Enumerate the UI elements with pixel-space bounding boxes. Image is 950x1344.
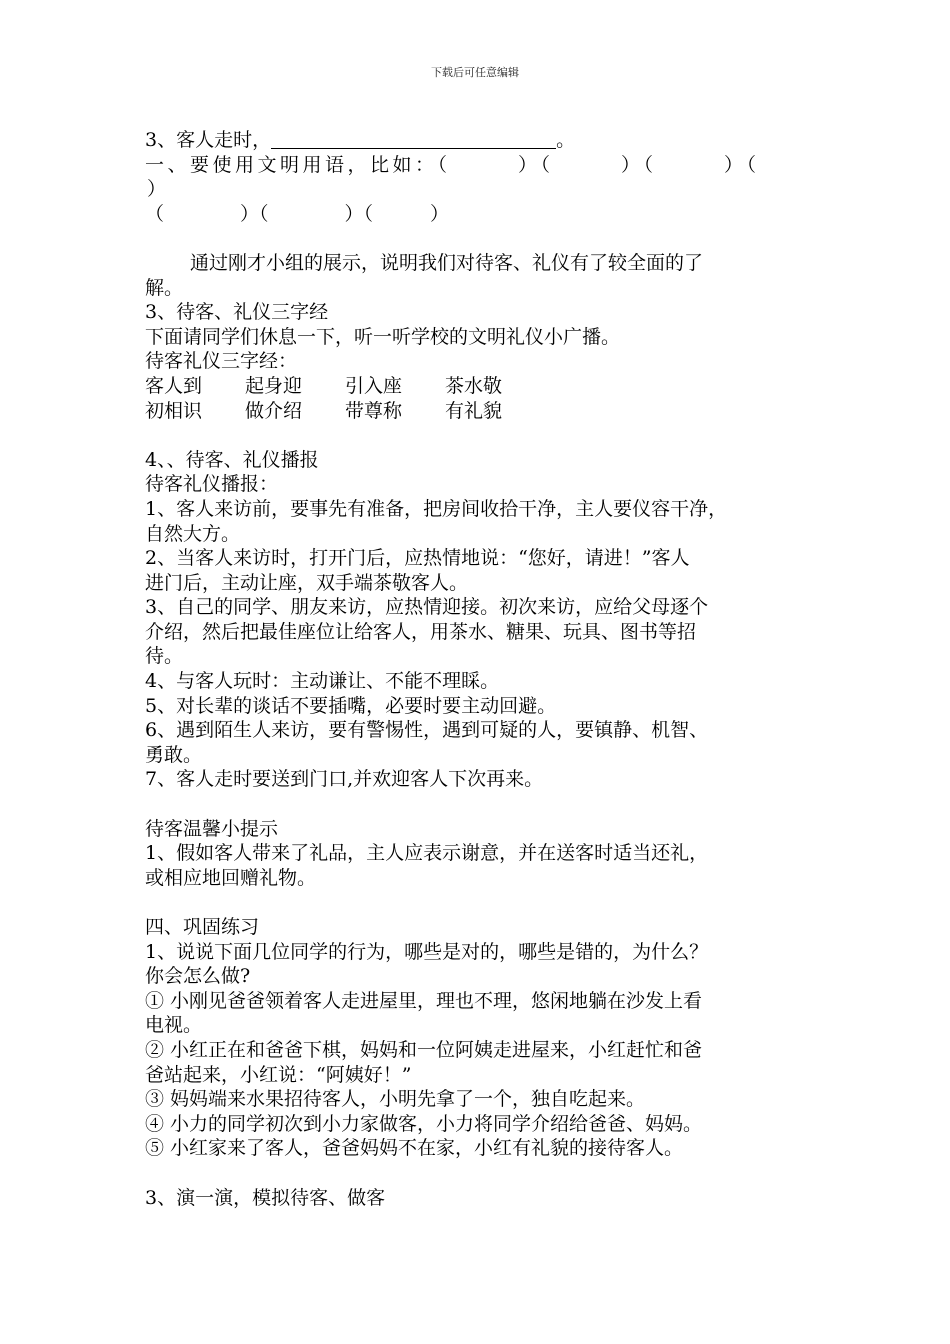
document-body	[145, 128, 825, 1210]
text-line: ① 小刚见爸爸领着客人走进屋里，理也不理，悠闲地躺在沙发上看	[145, 989, 703, 1012]
text-line: 自然大方。	[145, 522, 241, 545]
text-line: 电视。	[145, 1014, 203, 1037]
subheading: 待客礼仪三字经：	[145, 350, 298, 373]
sanzi-phrase: 有礼貌	[445, 399, 503, 422]
text-line: 5、对长辈的谈话不要插嘴，必要时要主动回避。	[145, 694, 557, 717]
subheading: 待客礼仪播报：	[145, 473, 279, 496]
text-line: 进门后，主动让座，双手端茶敬客人。	[145, 571, 469, 594]
text-line: 3、自己的同学、朋友来访，应热情迎接。初次来访，应给父母逐个	[145, 596, 709, 619]
sanzi-row	[145, 399, 825, 424]
fill-blank-line	[145, 128, 825, 153]
section-heading: 待客温馨小提示	[145, 817, 279, 840]
polite-words-line: 一、要使用文明用语，比如：（ ）（ ）（ ）（	[145, 153, 760, 176]
polite-words-line-cont: ）	[147, 178, 167, 201]
answer-blank[interactable]	[271, 130, 556, 149]
sanzi-phrase: 初相识	[145, 399, 203, 422]
summary-paragraph-cont: 解。	[145, 276, 184, 299]
sanzi-phrase: 起身迎	[245, 374, 303, 397]
text-line: 下面请同学们休息一下，听一听学校的文明礼仪小广播。	[145, 325, 621, 348]
text-line: 1、客人来访前，要事先有准备，把房间收拾干净，主人要仪容干净，	[145, 497, 728, 520]
text-line: 勇敢。	[145, 743, 203, 766]
polite-words-blanks: （ ）（ ）（ ）	[145, 202, 450, 225]
text-line: 你会怎么做?	[145, 965, 251, 988]
fill-blank-suffix: 。	[556, 129, 576, 151]
text-line: ② 小红正在和爸爸下棋，妈妈和一位阿姨走进屋来，小红赶忙和爸	[145, 1038, 703, 1061]
sanzi-phrase: 引入座	[345, 374, 403, 397]
summary-paragraph: 通过刚才小组的展示，说明我们对待客、礼仪有了较全面的了	[190, 251, 704, 274]
text-line: ⑤ 小红家来了客人，爸爸妈妈不在家，小红有礼貌的接待客人。	[145, 1137, 684, 1160]
sanzi-phrase: 带尊称	[345, 399, 403, 422]
text-line: 1、假如客人带来了礼品，主人应表示谢意，并在送客时适当还礼，	[145, 842, 709, 865]
text-line: 待。	[145, 645, 184, 668]
text-line: 爸站起来，小红说：“阿姨好！”	[145, 1063, 412, 1086]
text-line: 2、当客人来访时，打开门后，应热情地说：“您好，请进！”客人	[145, 547, 690, 570]
text-line: 7、客人走时要送到门口,并欢迎客人下次再来。	[145, 768, 544, 791]
sanzi-row	[145, 374, 825, 399]
sanzi-phrase: 茶水敬	[445, 374, 503, 397]
fill-blank-prefix: 3、客人走时，	[145, 129, 272, 151]
section-heading: 4、、待客、礼仪播报	[145, 448, 319, 471]
section-heading: 四、巩固练习	[145, 916, 260, 938]
page-header: 下载后可任意编辑	[431, 66, 519, 79]
text-line: 6、遇到陌生人来访，要有警惕性，遇到可疑的人，要镇静、机智、	[145, 719, 709, 742]
sanzi-phrase: 客人到	[145, 374, 203, 397]
section-heading: 3、待客、礼仪三字经	[145, 301, 329, 324]
text-line: ④ 小力的同学初次到小力家做客，小力将同学介绍给爸爸、妈妈。	[145, 1112, 703, 1135]
text-line: 介绍，然后把最佳座位让给客人，用茶水、糖果、玩具、图书等招	[145, 620, 697, 643]
text-line: ③ 妈妈端来水果招待客人，小明先拿了一个，独自吃起来。	[145, 1088, 646, 1111]
text-line: 或相应地回赠礼物。	[145, 866, 317, 889]
sanzi-phrase: 做介绍	[245, 399, 303, 422]
text-line: 4、与客人玩时：主动谦让、不能不理睬。	[145, 670, 500, 693]
text-line: 1、说说下面几位同学的行为，哪些是对的，哪些是错的，为什么？	[145, 940, 709, 963]
section-heading: 3、演一演，模拟待客、做客	[145, 1186, 386, 1209]
